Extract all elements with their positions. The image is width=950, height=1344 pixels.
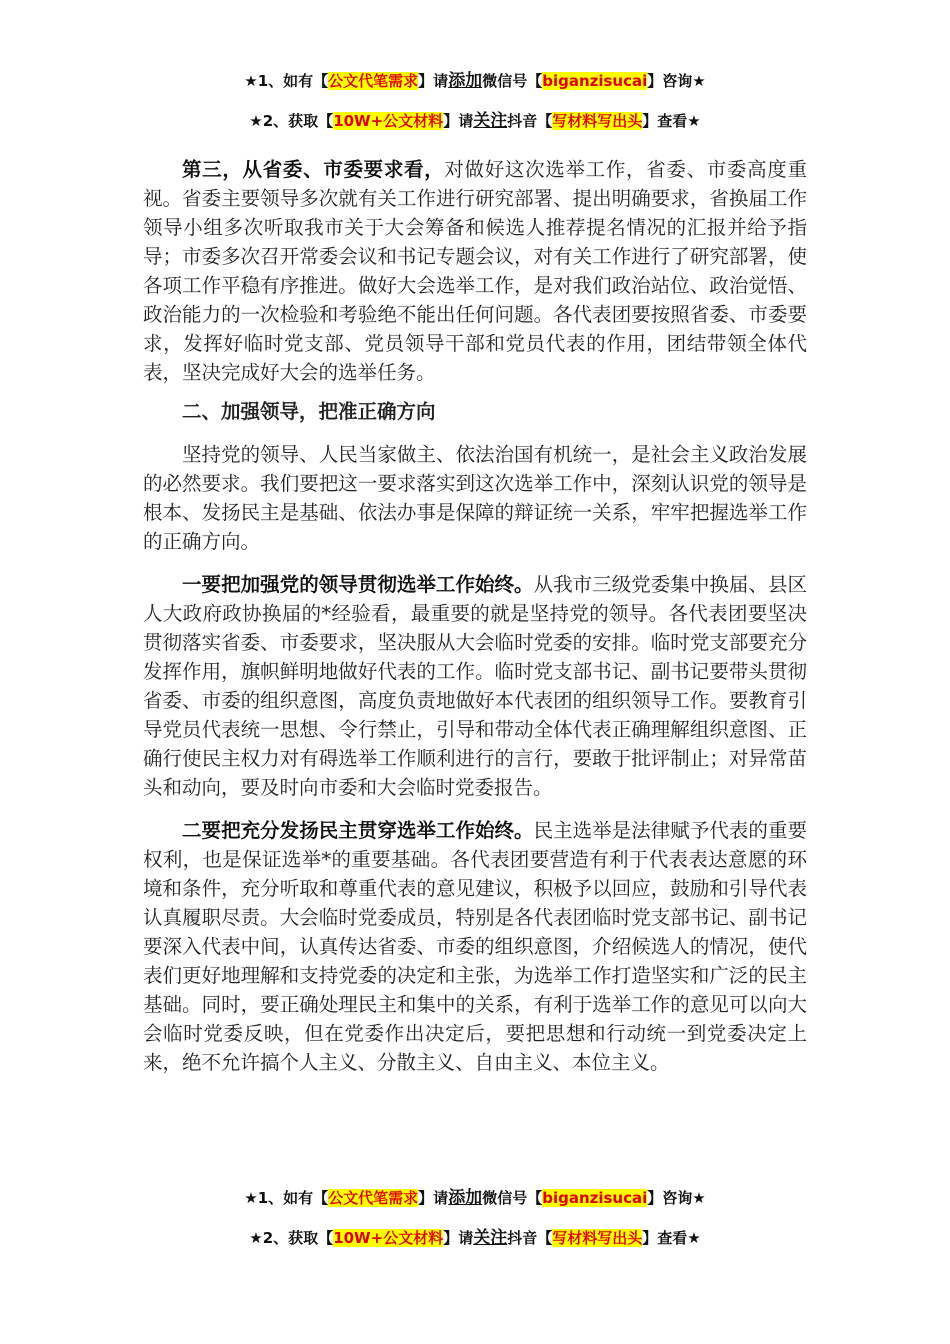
paragraph-lead: 一要把加强党的领导贯彻选举工作始终。 xyxy=(182,573,534,596)
ad-text: ★1、如有【 xyxy=(244,72,329,90)
ad-text: ★2、获取【 xyxy=(249,1229,334,1247)
ad-text: ★2、获取【 xyxy=(249,112,334,130)
paragraph-4 xyxy=(143,816,807,1077)
ad-line-1 xyxy=(0,1187,950,1209)
paragraph-1 xyxy=(143,155,807,387)
ad-text: 】请 xyxy=(418,1189,449,1207)
ad-highlight: 10W+公文材料 xyxy=(333,1229,444,1247)
ad-text: 微信号【 xyxy=(482,1189,543,1207)
paragraph-3 xyxy=(143,570,807,802)
ad-text: 】请 xyxy=(418,72,449,90)
paragraph-2 xyxy=(143,440,807,556)
ad-highlight: biganzisucai xyxy=(542,72,648,90)
ad-text: 】查看★ xyxy=(642,1229,701,1247)
ad-highlight: biganzisucai xyxy=(542,1189,648,1207)
paragraph-text: 民主选举是法律赋予代表的重要权利，也是保证选举*的重要基础。各代表团要营造有利于代表表达意愿的环境和条件，充分听取和尊重代表的意见建议，积极予以回应，鼓励和引导代表认真履职尽责。大会临时党委成员，特别是各代表团临时党支部书记、副书记要深入代表中间，认真传达省委、市委的组织意图，介绍候选人的情况，使代表们更好地理解和支持党委的决定和主张，为选举工作打造坚实和广泛的民主基础。同时，要正确处理民主和集中的关系，有利于选举工作的意见可以向大会临时党委反映，但在党委作出决定后，要把思想和行动统一到党委决定上来，绝不允许搞个人主义、分散主义、自由主义、本位主义。 xyxy=(143,819,807,1074)
top-ad-banner xyxy=(0,70,950,132)
paragraph-text: 坚持党的领导、人民当家做主、依法治国有机统一，是社会主义政治发展的必然要求。我们要把这一要求落实到这次选举工作中，深刻认识党的领导是根本、发扬民主是基础、依法办事是保障的辩证统一关系，牢牢把握选举工作的正确方向。 xyxy=(143,443,807,553)
ad-highlight: 写材料写出头 xyxy=(552,112,643,130)
paragraph-lead: 第三，从省委、市委要求看， xyxy=(182,158,445,181)
ad-text: ★1、如有【 xyxy=(244,1189,329,1207)
ad-highlight: 写材料写出头 xyxy=(552,1229,643,1247)
paragraph-text: 从我市三级党委集中换届、县区人大政府政协换届的*经验看，最重要的就是坚持党的领导。各代表团要坚决贯彻落实省委、市委要求，坚决服从大会临时党委的安排。临时党支部要充分发挥作用，旗帜鲜明地做好代表的工作。临时党支部书记、副书记要带头贯彻省委、市委的组织意图，高度负责地做好本代表团的组织领导工作。要教育引导党员代表统一思想、令行禁止，引导和带动全体代表正确理解组织意图、正确行使民主权力对有碍选举工作顺利进行的言行，要敢于批评制止；对异常苗头和动向，要及时向市委和大会临时党委报告。 xyxy=(143,573,807,799)
ad-text: 抖音【 xyxy=(507,1229,553,1247)
ad-text: 】请 xyxy=(443,1229,474,1247)
ad-underline: 关注 xyxy=(473,111,508,131)
ad-text: 】请 xyxy=(443,112,474,130)
ad-underline: 添加 xyxy=(448,1188,483,1208)
ad-text: 】咨询★ xyxy=(647,1189,706,1207)
ad-highlight: 10W+公文材料 xyxy=(333,112,444,130)
ad-text: 】查看★ xyxy=(642,112,701,130)
ad-text: 抖音【 xyxy=(507,112,553,130)
paragraph-lead: 二要把充分发扬民主贯穿选举工作始终。 xyxy=(182,819,534,842)
document-body xyxy=(143,155,807,1091)
bottom-ad-banner xyxy=(0,1187,950,1249)
ad-text: 微信号【 xyxy=(482,72,543,90)
ad-underline: 添加 xyxy=(448,71,483,91)
ad-line-2 xyxy=(0,1227,950,1249)
ad-underline: 关注 xyxy=(473,1228,508,1248)
ad-highlight: 公文代笔需求 xyxy=(328,1189,419,1207)
section-heading: 二、加强领导，把准正确方向 xyxy=(182,400,436,423)
ad-highlight: 公文代笔需求 xyxy=(328,72,419,90)
ad-line-2 xyxy=(0,110,950,132)
ad-text: 】咨询★ xyxy=(647,72,706,90)
ad-line-1 xyxy=(0,70,950,92)
paragraph-text: 对做好这次选举工作，省委、市委高度重视。省委主要领导多次就有关工作进行研究部署、提出明确要求，省换届工作领导小组多次听取我市关于大会筹备和候选人推荐提名情况的汇报并给予指导；市委多次召开常委会议和书记专题会议，对有关工作进行了研究部署，使各项工作平稳有序推进。做好大会选举工作，是对我们政治站位、政治觉悟、政治能力的一次检验和考验绝不能出任何问题。各代表团要按照省委、市委要求，发挥好临时党支部、党员领导干部和党员代表的作用，团结带领全体代表，坚决完成好大会的选举任务。 xyxy=(143,158,807,384)
